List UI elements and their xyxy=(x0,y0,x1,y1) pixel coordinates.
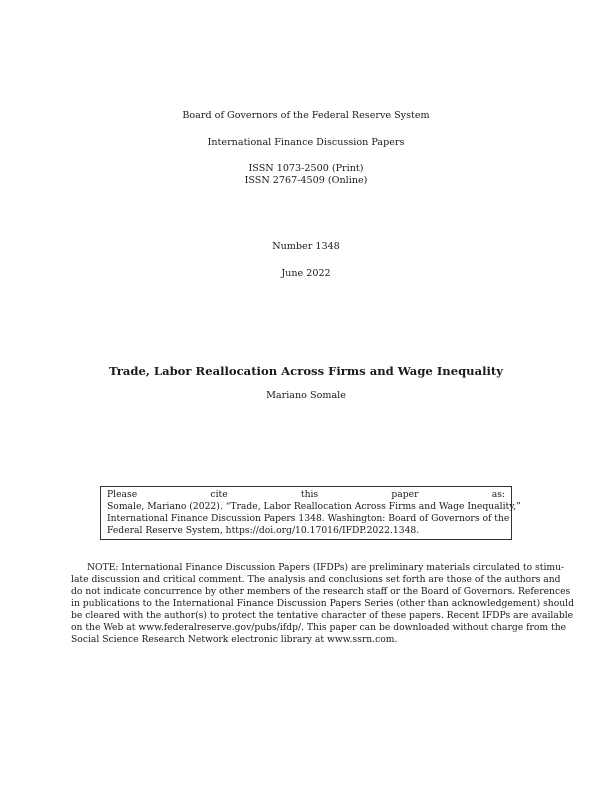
disclaimer-note xyxy=(71,562,574,646)
citation-line: Federal Reserve System, https://doi.org/10.17016/IFDP.2022.1348. xyxy=(107,525,420,536)
citation-line: Please cite this paper as: xyxy=(107,489,505,500)
note-line: Social Science Research Network electronic library at www.ssrn.com. xyxy=(71,634,398,645)
issn-online: ISSN 2767-4509 (Online) xyxy=(244,175,368,186)
citation-line: Somale, Mariano (2022). “Trade, Labor Reallocation Across Firms and Wage Inequality,” xyxy=(107,501,521,512)
note-line: in publications to the International Finance Discussion Papers Series (other than acknowledgement) should xyxy=(71,598,574,609)
institution-name: Board of Governors of the Federal Reserve System xyxy=(182,110,430,121)
note-line: NOTE: International Finance Discussion Papers (IFDPs) are preliminary materials circulated to stimu- xyxy=(87,562,565,573)
citation-line: International Finance Discussion Papers 1348. Washington: Board of Governors of the xyxy=(107,513,510,524)
paper-date: June 2022 xyxy=(281,268,331,279)
series-name: International Finance Discussion Papers xyxy=(207,137,405,148)
issn-print: ISSN 1073-2500 (Print) xyxy=(248,163,364,174)
note-line: late discussion and critical comment. The analysis and conclusions set forth are those of the authors and xyxy=(71,574,561,585)
paper-author: Mariano Somale xyxy=(266,390,346,401)
note-line: on the Web at www.federalreserve.gov/pubs/ifdp/. This paper can be downloaded without charge from the xyxy=(71,622,567,633)
citation-box xyxy=(100,486,521,540)
note-line: do not indicate concurrence by other members of the research staff or the Board of Governors. References xyxy=(71,586,571,597)
paper-number: Number 1348 xyxy=(272,241,340,252)
note-line: be cleared with the author(s) to protect the tentative character of these papers. Recent IFDPs are available xyxy=(71,610,574,621)
paper-title: Trade, Labor Reallocation Across Firms and Wage Inequality xyxy=(108,364,504,378)
